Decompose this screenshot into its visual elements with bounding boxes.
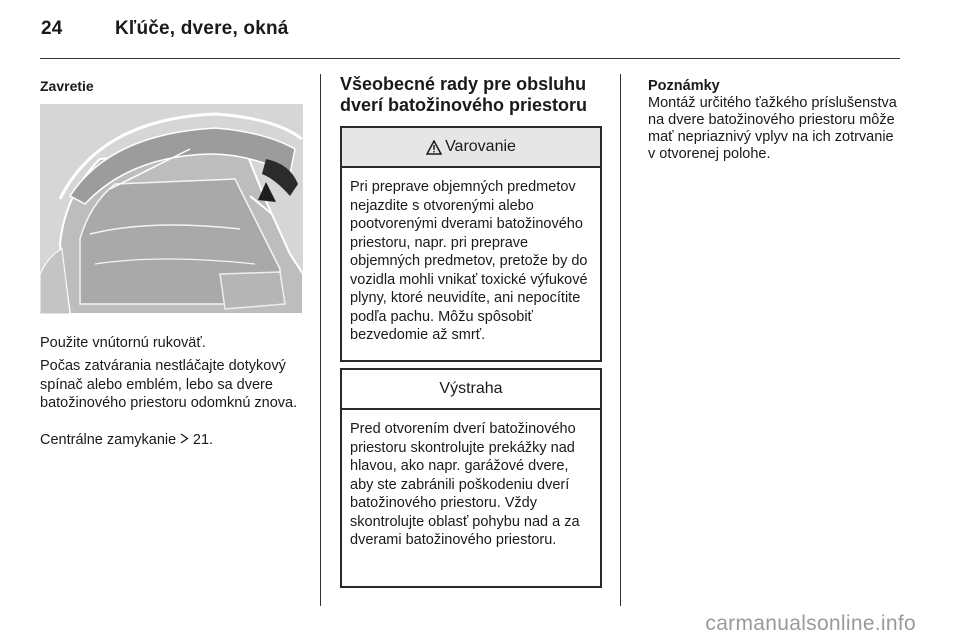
paragraph-central-locking-reference [40, 431, 213, 450]
caution-text: Pred otvorením dverí batožinového priestoru skontrolujte prekážky nad hlavou, ako napr. garážové dvere, aby ste zabránili poškodeniu dverí batožinového priestoru. Vždy skontrolujte oblasť pohybu nad a za dverami batožinového priestoru. [350, 421, 580, 548]
warning-triangle-icon [426, 140, 442, 155]
right-column [648, 78, 904, 163]
warning-box [340, 126, 602, 362]
caution-box [340, 368, 602, 588]
page-reference[interactable]: 21. [192, 432, 214, 448]
warning-title: Varovanie [445, 138, 516, 155]
column-divider-right [620, 74, 621, 606]
general-advice-heading: Všeobecné rady pre obsluhu dverí batožinového priestoru [340, 74, 588, 115]
notes-text: Montáž určitého ťažkého príslušenstva na dvere batožinového priestoru môže mať nepriaznivý vplyv na ich zotrvanie v otvorenej polohe. [648, 95, 897, 162]
watermark: carmanualsonline.info [705, 612, 916, 635]
warning-box-header [342, 128, 600, 168]
warning-text: Pri preprave objemných predmetov nejazdite s otvorenými alebo pootvorenými dverami batožinového priestoru, napr. pri preprave objemných predmetov, pretože by do vozidla mohli vnikať toxické výfukové plyny, ktoré neuvidíte, ani nepocítite podľa pachu. Môžu spôsobiť bezvedomie až smrť. [350, 179, 588, 343]
page-number: 24 [41, 18, 63, 39]
closing-heading: Zavretie [40, 78, 94, 94]
page-title: Kľúče, dvere, okná [115, 18, 289, 39]
left-column [40, 74, 304, 448]
column-divider-left [320, 74, 321, 606]
caution-box-header [342, 370, 600, 410]
caution-title: Výstraha [439, 380, 503, 397]
right-arrow-reference-icon [180, 432, 193, 447]
notes-heading: Poznámky [648, 78, 720, 94]
paragraph-use-handle: Použite vnútornú rukoväť. [40, 335, 206, 351]
tailgate-drawing [40, 104, 303, 314]
middle-column [340, 74, 602, 548]
central-locking-label: Centrálne zamykanie [40, 432, 177, 448]
tailgate-illustration [40, 104, 303, 314]
paragraph-do-not-press-switch: Počas zatvárania nestláčajte dotykový spínač alebo emblém, lebo sa dvere batožinového priestoru odomknú znova. [40, 358, 298, 411]
header-divider [40, 58, 900, 59]
